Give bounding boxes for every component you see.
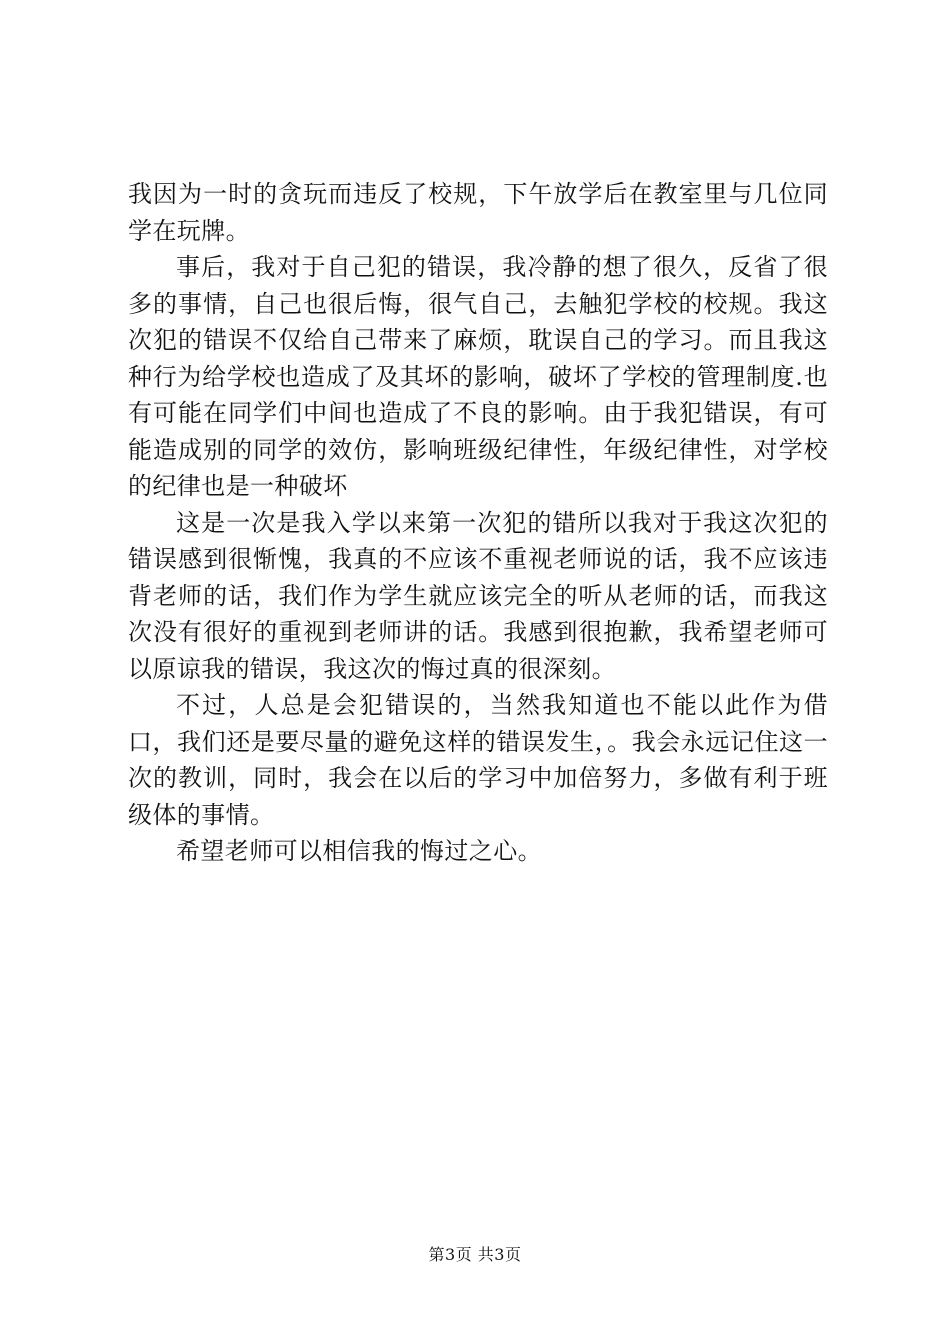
page-number-footer: 第3页 共3页	[428, 1245, 522, 1264]
paragraph-2: 事后，我对于自己犯的错误，我冷静的想了很久，反省了很多的事情，自己也很后悔，很气自己，去触犯学校的校规。我这次犯的错误不仅给自己带来了麻烦，耽误自己的学习。而且我这种行为给学校也造成了及其坏的影响，破坏了学校的管理制度.也有可能在同学们中间也造成了不良的影响。由于我犯错误，有可能造成别的同学的效仿，影响班级纪律性，年级纪律性，对学校的纪律也是一种破坏	[128, 253, 828, 500]
paragraph-1: 我因为一时的贪玩而违反了校规，下午放学后在教室里与几位同学在玩牌。	[128, 180, 828, 245]
paragraph-5: 希望老师可以相信我的悔过之心。	[176, 837, 542, 865]
paragraph-4: 不过，人总是会犯错误的，当然我知道也不能以此作为借口，我们还是要尽量的避免这样的错误发生，。我会永远记住这一次的教训，同时，我会在以后的学习中加倍努力，多做有利于班级体的事情。	[128, 691, 828, 829]
paragraph-3: 这是一次是我入学以来第一次犯的错所以我对于我这次犯的错误感到很惭愧，我真的不应该不重视老师说的话，我不应该违背老师的话，我们作为学生就应该完全的听从老师的话，而我这次没有很好的重视到老师讲的话。我感到很抱歉，我希望老师可以原谅我的错误，我这次的悔过真的很深刻。	[128, 508, 828, 683]
document-body	[128, 176, 828, 870]
